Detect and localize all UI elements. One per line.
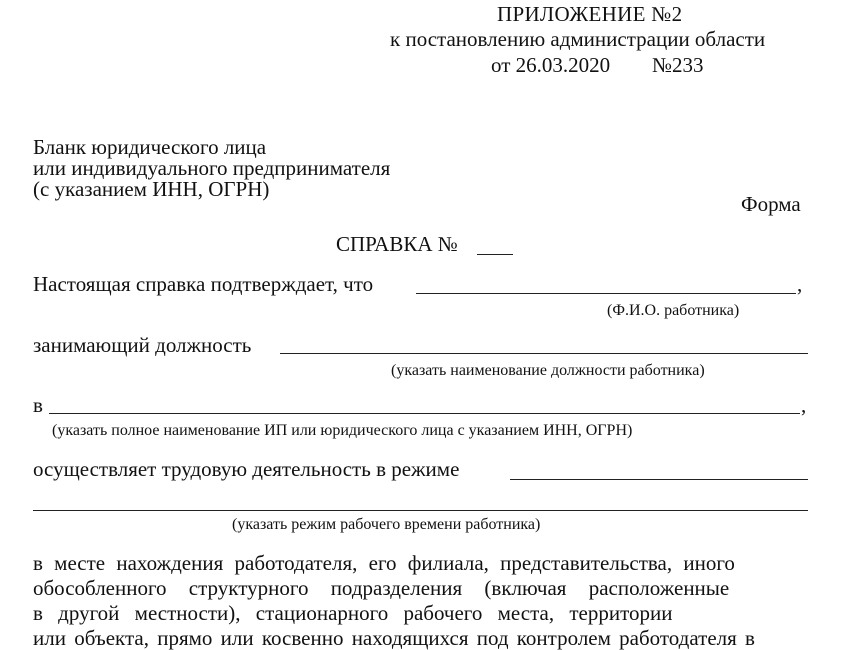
employee-name-field[interactable] bbox=[416, 293, 796, 294]
resolution-date: от 26.03.2020 bbox=[491, 53, 611, 77]
work-mode-label: осуществляет трудовую деятельность в режиме bbox=[33, 457, 460, 481]
body-line-4: или объекта, прямо или косвенно находящихся под контролем работодателя в bbox=[33, 626, 755, 650]
work-mode-field[interactable] bbox=[510, 479, 808, 480]
body-line-3: в другой местности), стационарного рабочего места, территории bbox=[33, 601, 673, 625]
position-hint: (указать наименование должности работника) bbox=[391, 362, 705, 379]
letterhead-line-1: Бланк юридического лица bbox=[33, 135, 267, 159]
employee-name-hint: (Ф.И.О. работника) bbox=[607, 302, 740, 319]
comma: , bbox=[801, 393, 807, 417]
appendix-title: ПРИЛОЖЕНИЕ №2 bbox=[497, 2, 683, 26]
position-field[interactable] bbox=[280, 353, 808, 354]
work-mode-hint: (указать режим рабочего времени работника) bbox=[232, 516, 541, 533]
letterhead-line-2: или индивидуального предпринимателя bbox=[33, 156, 391, 180]
confirms-label: Настоящая справка подтверждает, что bbox=[33, 272, 374, 296]
document-title: СПРАВКА № bbox=[336, 232, 458, 256]
resolution-reference: к постановлению администрации области bbox=[390, 27, 766, 51]
work-mode-field-continued[interactable] bbox=[33, 510, 808, 511]
resolution-number: №233 bbox=[652, 53, 704, 77]
body-line-1: в месте нахождения работодателя, его филиала, представительства, иного bbox=[33, 551, 735, 575]
in-label: в bbox=[33, 393, 43, 417]
comma: , bbox=[797, 272, 803, 296]
certificate-number-field[interactable] bbox=[477, 254, 513, 255]
position-label: занимающий должность bbox=[33, 333, 252, 357]
letterhead-line-3: (с указанием ИНН, ОГРН) bbox=[33, 177, 270, 201]
organization-field[interactable] bbox=[49, 413, 800, 414]
form-label: Форма bbox=[741, 192, 801, 216]
body-line-2: обособленного структурного подразделения (включая расположенные bbox=[33, 576, 730, 600]
organization-hint: (указать полное наименование ИП или юридического лица с указанием ИНН, ОГРН) bbox=[52, 422, 633, 439]
